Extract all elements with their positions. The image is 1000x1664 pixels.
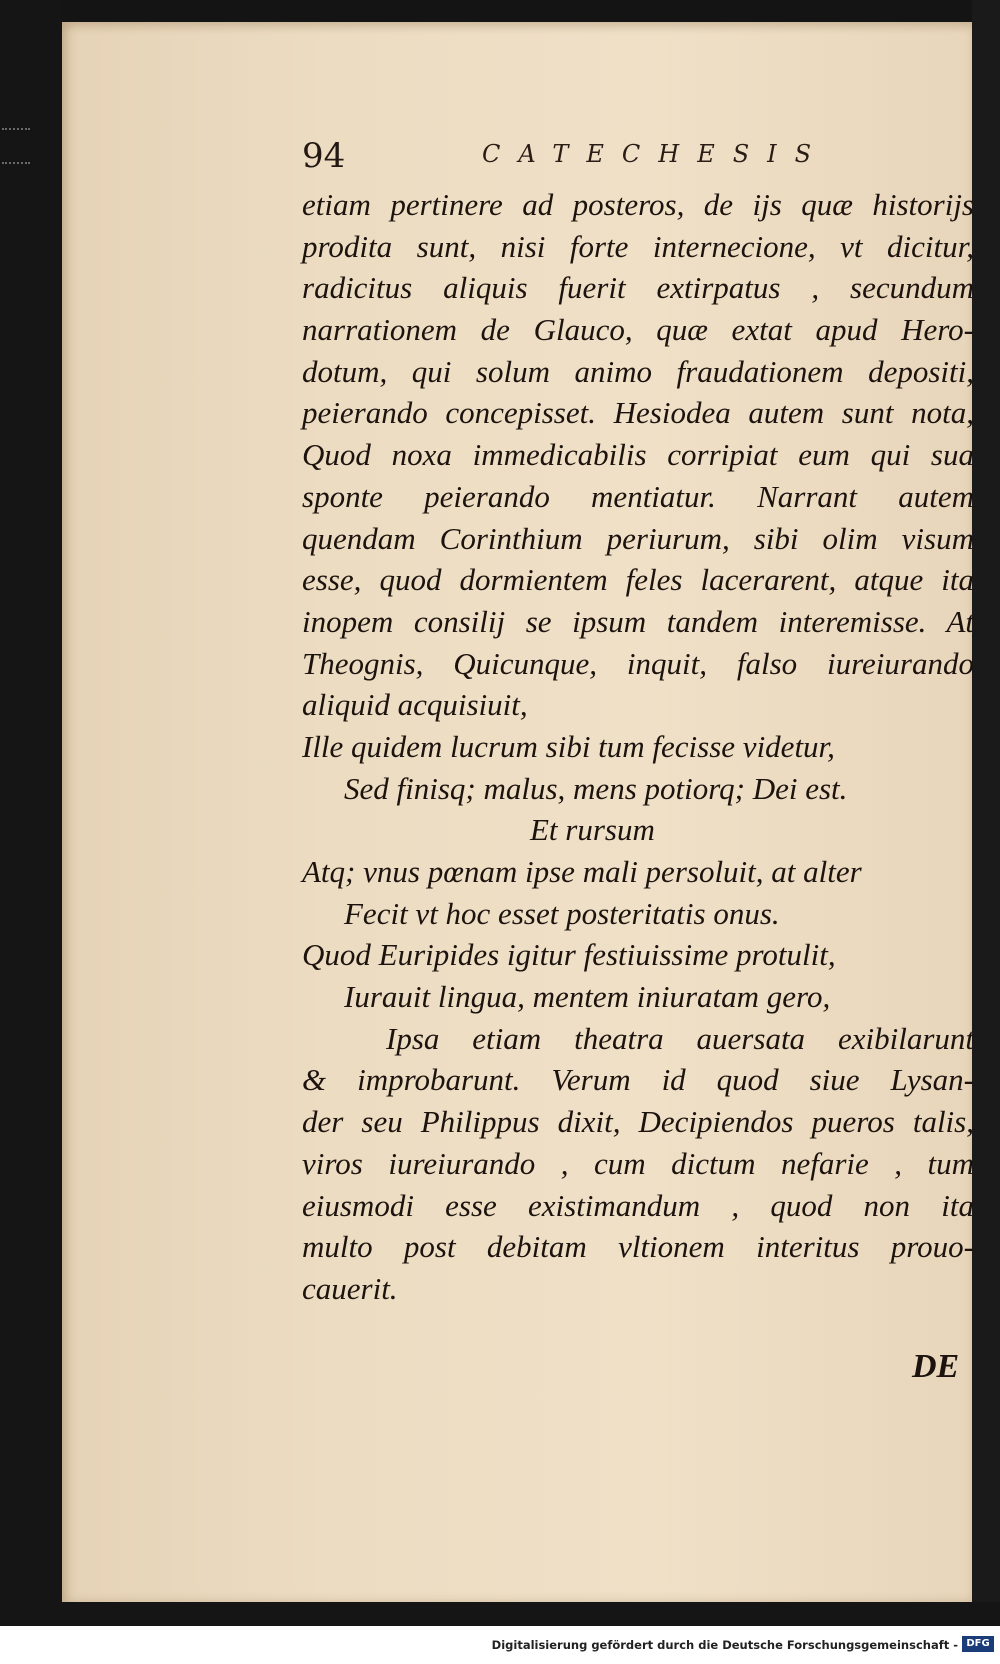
text-line: Ipsa etiam theatra auersata exibilarunt [386,1020,974,1056]
text-line: dotum, qui solum animo fraudationem depositi, [302,353,974,389]
text-line: inopem consilij se ipsum tandem interemisse. At [302,603,974,639]
verse-line: Fecit vt hoc esset posteritatis onus. [344,895,780,931]
scan-tick [2,162,30,166]
text-line: & improbarunt. Verum id quod siue Lysan- [302,1062,974,1098]
text-line: sponte peierando mentiatur. Narrant autem [302,478,974,514]
text-line: etiam pertinere ad posteros, de ijs quæ historijs [302,187,974,222]
scan-border-right [972,0,1000,1626]
body-text [302,184,974,1310]
text-line: cauerit. [302,1270,398,1306]
text-line: Quod noxa immedicabilis corripiat eum qui sua [302,437,974,473]
text-line: narrationem de Glauco, quæ extat apud Hero- [302,312,974,348]
text-line: Theognis, Quicunque, inquit, falso iureiurando [302,645,974,681]
text-line: eiusmodi esse existimandum , quod non ita [302,1187,974,1223]
running-head: CATECHESIS [482,140,830,168]
text-line: quendam Corinthium periurum, sibi olim visum [302,520,974,556]
text-line: viros iureiurando , cum dictum nefarie , tum [302,1145,974,1181]
dfg-logo-icon: DFG [962,1636,994,1652]
text-line: peierando concepisset. Hesiodea autem sunt nota, [302,395,974,431]
scan-border-bottom [0,1602,1000,1626]
catchword: DE [912,1348,960,1385]
text-line: prodita sunt, nisi forte internecione, vt dicitur, [302,228,974,264]
scan-border-top [0,0,1000,22]
digitization-footer [0,1626,1000,1664]
page-header [302,136,862,176]
text-line: esse, quod dormientem feles lacerarent, atque ita [302,562,974,598]
verse-line: Sed finisq; malus, mens potiorq; Dei est. [344,770,848,806]
verse-caption: Et rursum [530,812,655,848]
text-line: aliquid acquisiuit, [302,687,528,723]
text-line: Quod Euripides igitur festiuissime protulit, [302,937,836,973]
verse-line: Atq; vnus pœnam ipse mali persoluit, at alter [302,854,862,889]
verse-line: Iurauit lingua, mentem iniuratam gero, [344,979,831,1015]
text-line: multo post debitam vltionem interitus prouo- [302,1229,974,1265]
scan-tick [2,128,30,132]
scan-border-left [0,0,62,1626]
page-number: 94 [302,136,346,176]
funding-credit: Digitalisierung gefördert durch die Deutsche Forschungsgemeinschaft - [491,1638,958,1652]
text-line: radicitus aliquis fuerit extirpatus , secundum [302,270,974,306]
verse-line: Ille quidem lucrum sibi tum fecisse videtur, [302,728,835,764]
text-line: der seu Philippus dixit, Decipiendos pueros talis, [302,1104,974,1140]
